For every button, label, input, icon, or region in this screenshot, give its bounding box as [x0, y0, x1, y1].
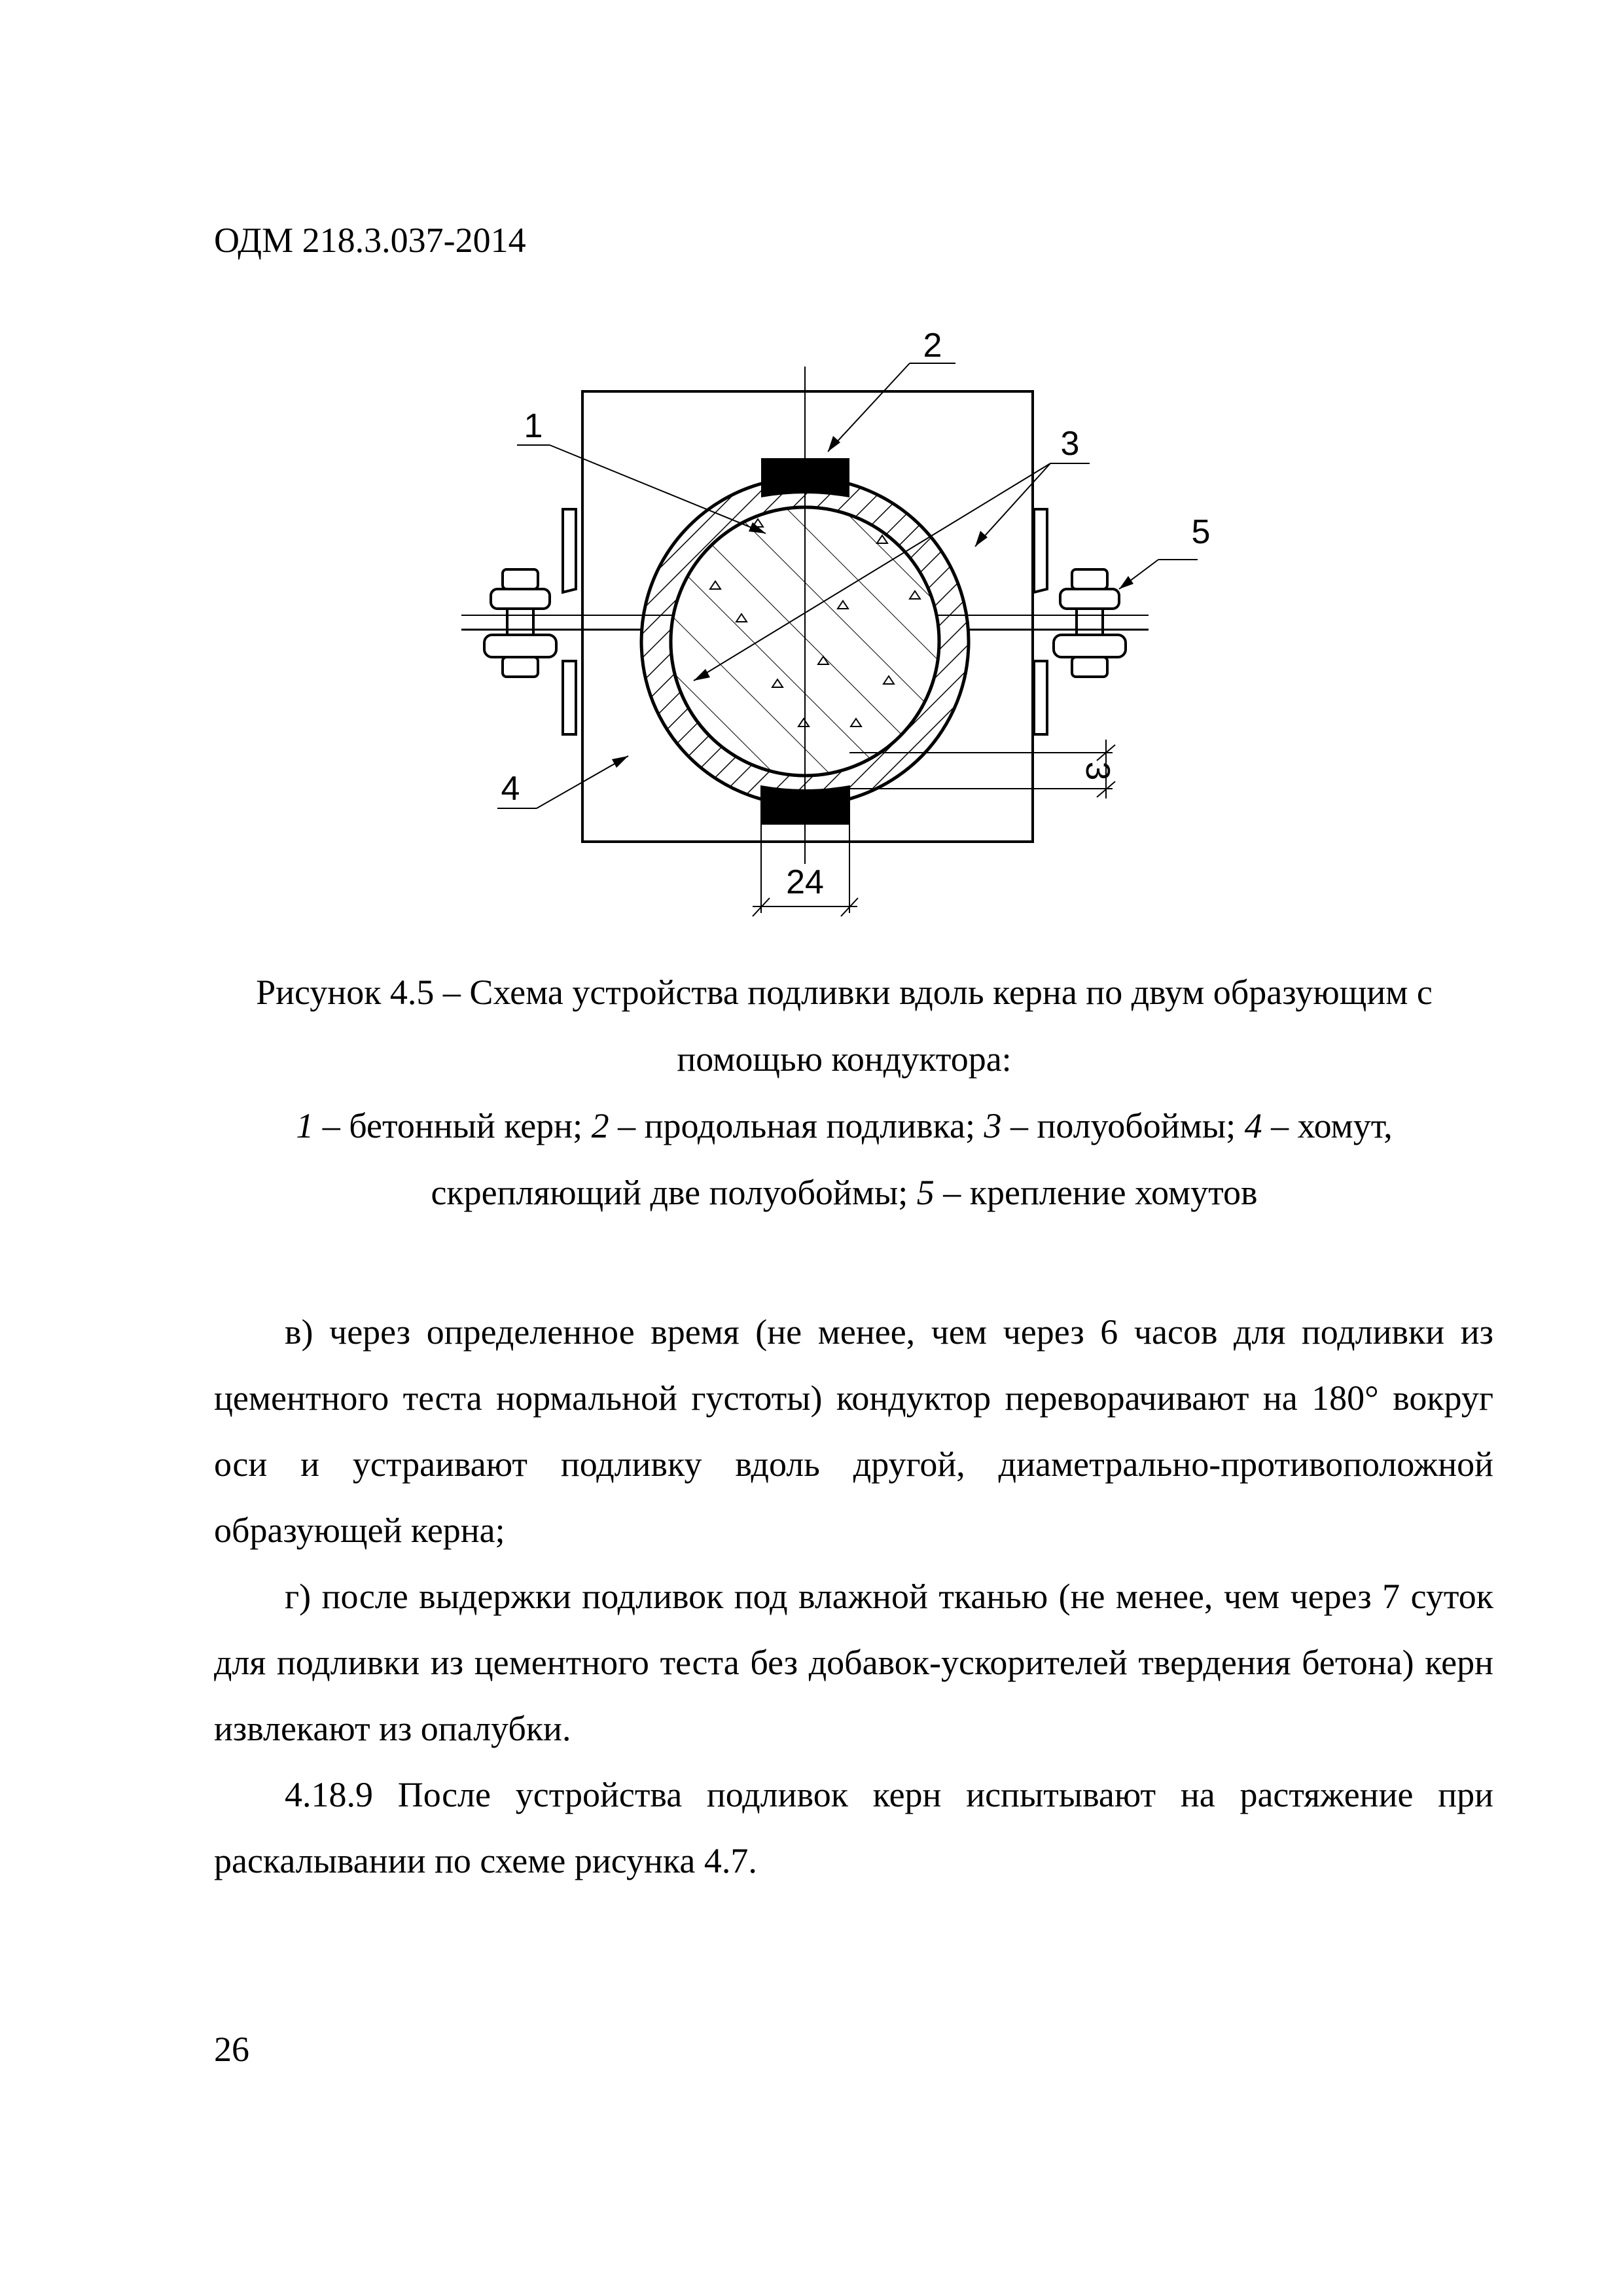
figure-caption — [203, 959, 1486, 1226]
dimension-width-label: 24 — [786, 863, 824, 901]
paragraph-4-18-9: 4.18.9 После устройства подливок керн испытывают на растяжение при раскалывании по схеме рисунка 4.7. — [214, 1775, 1493, 1880]
body-text — [214, 1299, 1493, 1894]
caption-legend-line2: скрепляющий две полуобоймы; 5 – крепление хомутов — [431, 1173, 1258, 1212]
caption-legend-line1: 1 – бетонный керн; 2 – продольная подливка; 3 – полуобоймы; 4 – хомут, — [296, 1106, 1393, 1145]
figure-core-jig-diagram — [452, 321, 1211, 936]
dimension-height-label: 3 — [1079, 761, 1116, 781]
callout-4: 4 — [501, 770, 520, 808]
callout-1: 1 — [524, 407, 543, 445]
document-code: ОДМ 218.3.037-2014 — [214, 221, 526, 260]
paragraph-v: в) через определенное время (не менее, чем через 6 часов для подливки из цементного теста нормальной густоты) кондуктор переворачивают на 180° вокруг оси и устраивают подливку вдоль другой, диаметрально-противоположной образующей керна; — [214, 1312, 1493, 1550]
clamp-fixture-left — [484, 509, 576, 734]
callout-5: 5 — [1191, 513, 1211, 551]
page-number: 26 — [214, 2030, 249, 2069]
caption-title-line1: Рисунок 4.5 – Схема устройства подливки вдоль керна по двум образующим с — [256, 973, 1433, 1012]
paragraph-g: г) после выдержки подливок под влажной тканью (не менее, чем через 7 суток для подливки из цементного теста без добавок-ускорителей твердения бетона) керн извлекают из опалубки. — [214, 1577, 1493, 1748]
clamp-fixture-right — [1034, 509, 1126, 734]
callout-3: 3 — [1060, 425, 1080, 463]
caption-title-line2: помощью кондуктора: — [677, 1039, 1012, 1079]
callout-2: 2 — [923, 327, 942, 365]
